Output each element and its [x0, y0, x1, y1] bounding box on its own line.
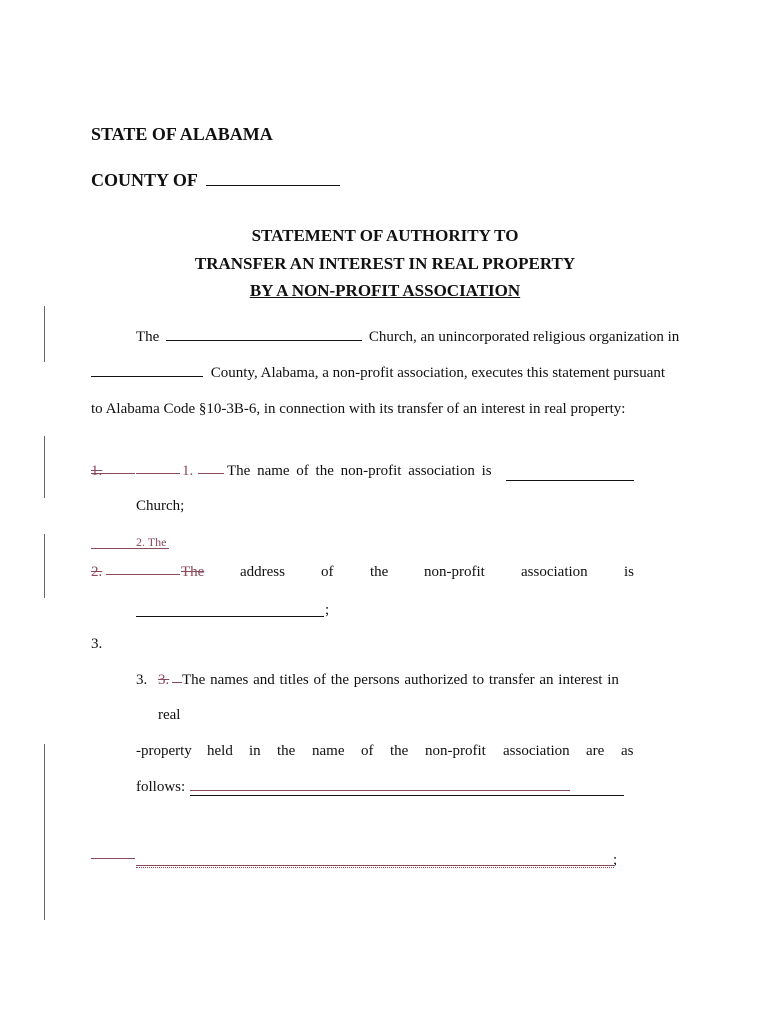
change-bar: [44, 534, 45, 598]
county-name-blank[interactable]: [91, 375, 203, 377]
item3-deleted-number: 3.: [158, 672, 170, 688]
revision-line: [172, 682, 182, 683]
intro-the: The: [136, 329, 160, 345]
item2-word: is: [624, 564, 635, 580]
item2-deleted-number: 2.: [91, 564, 103, 580]
item2-word: address: [240, 564, 285, 580]
item1-text: The name of the non-profit association is: [227, 463, 492, 479]
item3-semicolon: ;: [613, 852, 618, 868]
state-heading: STATE OF ALABAMA: [91, 124, 273, 144]
item3-word: held: [207, 743, 233, 759]
item3-orphan-number: 3.: [91, 636, 103, 652]
persons-blank-1[interactable]: [190, 795, 624, 796]
title-line-3-text: BY A NON-PROFIT ASSOCIATION: [249, 281, 521, 300]
item3-word: of: [361, 743, 374, 759]
item3-number: 3.: [136, 672, 148, 688]
revision-line: [106, 574, 180, 575]
item3-word: in: [249, 743, 261, 759]
revision-line: [136, 865, 614, 866]
revision-line: [91, 858, 135, 859]
item1-church: Church;: [136, 498, 185, 514]
revision-line: [198, 473, 224, 474]
item3-word: association: [503, 743, 570, 759]
item3-follows: follows:: [136, 779, 186, 795]
revision-line: [190, 790, 570, 791]
church-name-blank[interactable]: [166, 339, 362, 341]
address-blank[interactable]: [136, 616, 324, 617]
item3-word: as: [621, 743, 634, 759]
intro-line-3: to Alabama Code §10-3B-6, in connection with its transfer of an interest in real property:: [91, 401, 626, 417]
item1-inserted-number: 1.: [182, 463, 194, 479]
item2-deleted-the: The: [181, 564, 205, 580]
item3-word: are: [586, 743, 605, 759]
county-heading: [91, 170, 340, 191]
title-line-1: STATEMENT OF AUTHORITY TO: [251, 226, 519, 245]
item2-word: of: [321, 564, 334, 580]
item3-word: non-profit: [425, 743, 486, 759]
revision-line: [136, 473, 180, 474]
item1-deleted-number: 1.: [91, 463, 103, 479]
item2-word: the: [370, 564, 389, 580]
intro-county-text: County, Alabama, a non-profit association, executes this statement pursuant: [210, 365, 666, 381]
change-bar: [44, 436, 45, 498]
intro-line-1: [136, 329, 679, 346]
intro-line-2: [91, 365, 665, 382]
intro-church-text: Church, an unincorporated religious organization in: [368, 329, 680, 345]
county-blank[interactable]: [206, 184, 340, 186]
item3-word: the: [277, 743, 296, 759]
item2-inserted-text: 2. The: [136, 535, 167, 549]
item3-word: -property: [136, 743, 192, 759]
item2-semicolon: ;: [325, 602, 330, 618]
item2-word: non-profit: [424, 564, 485, 580]
change-bar: [44, 306, 45, 362]
item3-real: real: [158, 707, 181, 723]
change-bar: [44, 744, 45, 920]
persons-blank-2[interactable]: [136, 867, 614, 868]
item3-word: the: [390, 743, 409, 759]
title-line-3: [0, 281, 770, 301]
title-line-2: TRANSFER AN INTEREST IN REAL PROPERTY: [194, 254, 576, 273]
item3-text: The names and titles of the persons authorized to transfer an interest in: [182, 672, 619, 688]
item2-word: association: [521, 564, 588, 580]
county-label: COUNTY OF: [91, 170, 198, 190]
association-name-blank[interactable]: [506, 480, 634, 481]
item3-word: name: [312, 743, 345, 759]
